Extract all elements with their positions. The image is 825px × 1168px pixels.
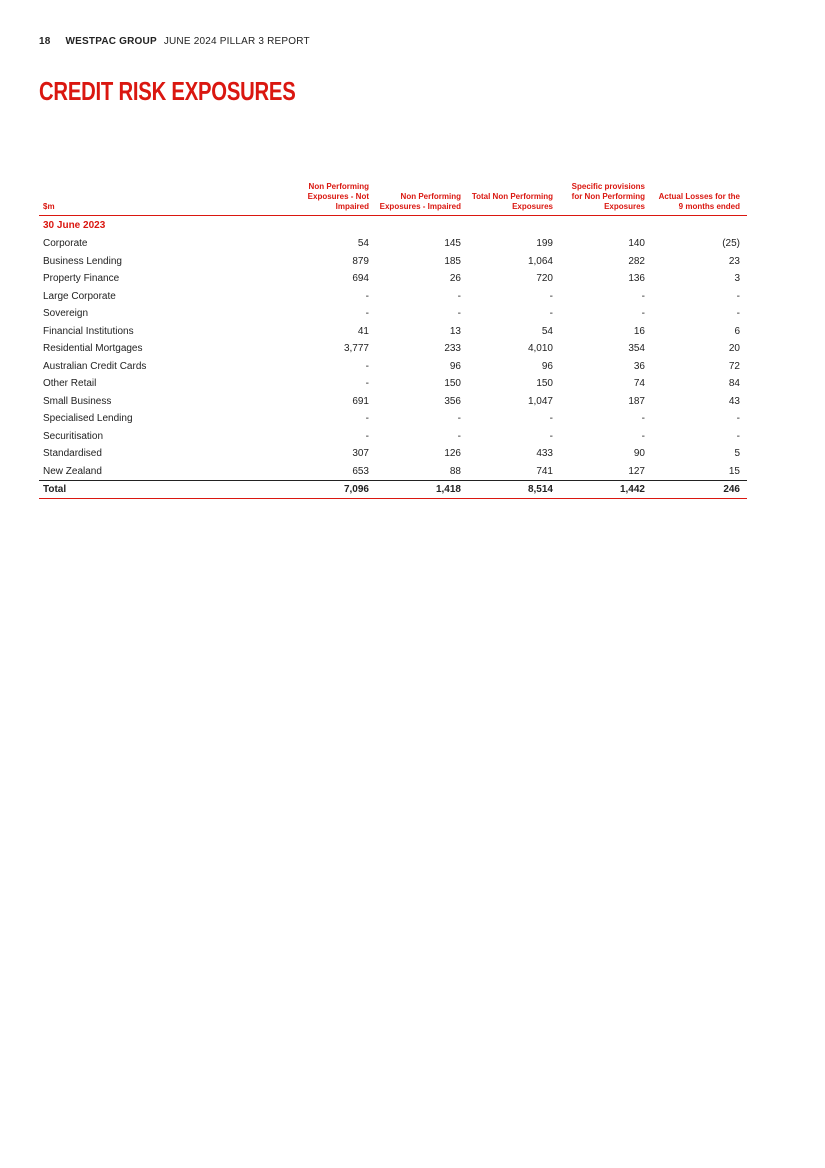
- table-cell: -: [457, 430, 461, 442]
- table-cell: -: [736, 413, 740, 425]
- row-label: Total: [39, 481, 284, 499]
- table-cell: 1,064: [527, 255, 553, 267]
- table-cell: -: [365, 413, 369, 425]
- table-cell: -: [457, 413, 461, 425]
- table-row: [39, 288, 747, 306]
- table-cell: -: [641, 308, 645, 320]
- column-header: Non Performing Exposures - Not Impaired: [284, 182, 376, 216]
- table-row: [39, 235, 747, 253]
- table-cell: 36: [633, 360, 645, 372]
- table-row: [39, 463, 747, 481]
- table-cell: 282: [628, 255, 645, 267]
- table-cell: 90: [633, 448, 645, 460]
- table-cell: -: [641, 430, 645, 442]
- table-row: [39, 305, 747, 323]
- table-cell: 356: [444, 395, 461, 407]
- table-cell: 150: [444, 378, 461, 390]
- row-label: Corporate: [43, 238, 88, 250]
- row-label: Securitisation: [43, 430, 104, 442]
- table-cell: 691: [352, 395, 369, 407]
- row-label: Other Retail: [43, 378, 97, 390]
- table-cell: 96: [449, 360, 461, 372]
- table-cell: 720: [536, 273, 553, 285]
- table-cell: 185: [444, 255, 461, 267]
- table-row: [39, 340, 747, 358]
- total-cell: 1,442: [560, 481, 652, 499]
- row-label: New Zealand: [43, 465, 102, 477]
- table-cell: 72: [728, 360, 740, 372]
- table-cell: 15: [728, 465, 740, 477]
- table-cell: 20: [728, 343, 740, 355]
- row-label: Specialised Lending: [43, 413, 133, 425]
- table-cell: 5: [734, 448, 740, 460]
- table-cell: -: [549, 308, 553, 320]
- row-label: Sovereign: [43, 308, 89, 320]
- table-cell: -: [365, 378, 369, 390]
- table-cell: 74: [633, 378, 645, 390]
- row-label: Financial Institutions: [43, 325, 134, 337]
- table-cell: 54: [357, 238, 369, 250]
- table-row: [39, 445, 747, 463]
- brand-name: WESTPAC GROUP: [65, 36, 157, 47]
- page-number: 18: [39, 36, 51, 47]
- total-cell: 8,514: [468, 481, 560, 499]
- table-cell: -: [365, 360, 369, 372]
- table-cell: 307: [352, 448, 369, 460]
- table-cell: -: [549, 413, 553, 425]
- table-cell: 23: [728, 255, 740, 267]
- total-cell: 7,096: [284, 481, 376, 499]
- table-row: [39, 358, 747, 376]
- total-cell: 1,418: [376, 481, 468, 499]
- table-cell: 84: [728, 378, 740, 390]
- total-row: [39, 481, 747, 499]
- table-row: [39, 393, 747, 411]
- table-row: [39, 410, 747, 428]
- table-cell: -: [736, 308, 740, 320]
- table-cell: 26: [449, 273, 461, 285]
- report-title: JUNE 2024 PILLAR 3 REPORT: [163, 36, 310, 47]
- table-cell: 879: [352, 255, 369, 267]
- table-cell: -: [365, 290, 369, 302]
- table-cell: -: [457, 290, 461, 302]
- column-header: Specific provisions for Non Performing Exposures: [560, 182, 652, 216]
- table-cell: 187: [628, 395, 645, 407]
- table-cell: -: [549, 290, 553, 302]
- table-cell: 54: [541, 325, 553, 337]
- table-cell: 6: [734, 325, 740, 337]
- table-header-row: [39, 182, 747, 216]
- row-label: Large Corporate: [43, 290, 116, 302]
- table-row: [39, 253, 747, 271]
- row-label: Residential Mortgages: [43, 343, 143, 355]
- page-title: CREDIT RISK EXPOSURES: [39, 76, 296, 106]
- table-cell: -: [365, 308, 369, 320]
- table-cell: -: [641, 413, 645, 425]
- table-cell: 126: [444, 448, 461, 460]
- table-cell: 3: [734, 273, 740, 285]
- column-header: Non Performing Exposures - Impaired: [376, 182, 468, 216]
- row-label: Standardised: [43, 448, 102, 460]
- column-header: Actual Losses for the 9 months ended: [652, 182, 747, 216]
- table-cell: 653: [352, 465, 369, 477]
- table-cell: 88: [449, 465, 461, 477]
- table-cell: 1,047: [527, 395, 553, 407]
- credit-risk-table: [39, 182, 747, 499]
- table-cell: 136: [628, 273, 645, 285]
- row-label: Business Lending: [43, 255, 122, 267]
- table-cell: -: [365, 430, 369, 442]
- table-cell: 150: [536, 378, 553, 390]
- table-row: [39, 428, 747, 446]
- table-cell: 3,777: [343, 343, 369, 355]
- column-header: $m: [39, 182, 284, 216]
- total-cell: 246: [652, 481, 747, 499]
- table-cell: 199: [536, 238, 553, 250]
- running-header: [39, 36, 310, 47]
- table-cell: 41: [357, 325, 369, 337]
- table-cell: (25): [722, 238, 740, 250]
- table-cell: -: [549, 430, 553, 442]
- table-cell: 140: [628, 238, 645, 250]
- table-cell: 4,010: [527, 343, 553, 355]
- table-cell: -: [457, 308, 461, 320]
- table-row: [39, 270, 747, 288]
- section-row: [39, 216, 747, 236]
- table-cell: 354: [628, 343, 645, 355]
- table-cell: 145: [444, 238, 461, 250]
- table-cell: -: [641, 290, 645, 302]
- table-body: [39, 216, 747, 499]
- section-label: 30 June 2023: [43, 220, 106, 231]
- column-header: Total Non Performing Exposures: [468, 182, 560, 216]
- table-cell: 127: [628, 465, 645, 477]
- table-cell: 13: [449, 325, 461, 337]
- row-label: Australian Credit Cards: [43, 360, 147, 372]
- table-cell: -: [736, 430, 740, 442]
- table-row: [39, 323, 747, 341]
- table-cell: 16: [633, 325, 645, 337]
- table-cell: 43: [728, 395, 740, 407]
- table-cell: 741: [536, 465, 553, 477]
- table-row: [39, 375, 747, 393]
- table-cell: -: [736, 290, 740, 302]
- table-cell: 694: [352, 273, 369, 285]
- table-cell: 233: [444, 343, 461, 355]
- row-label: Property Finance: [43, 273, 120, 285]
- table-cell: 96: [541, 360, 553, 372]
- table-cell: 433: [536, 448, 553, 460]
- row-label: Small Business: [43, 395, 112, 407]
